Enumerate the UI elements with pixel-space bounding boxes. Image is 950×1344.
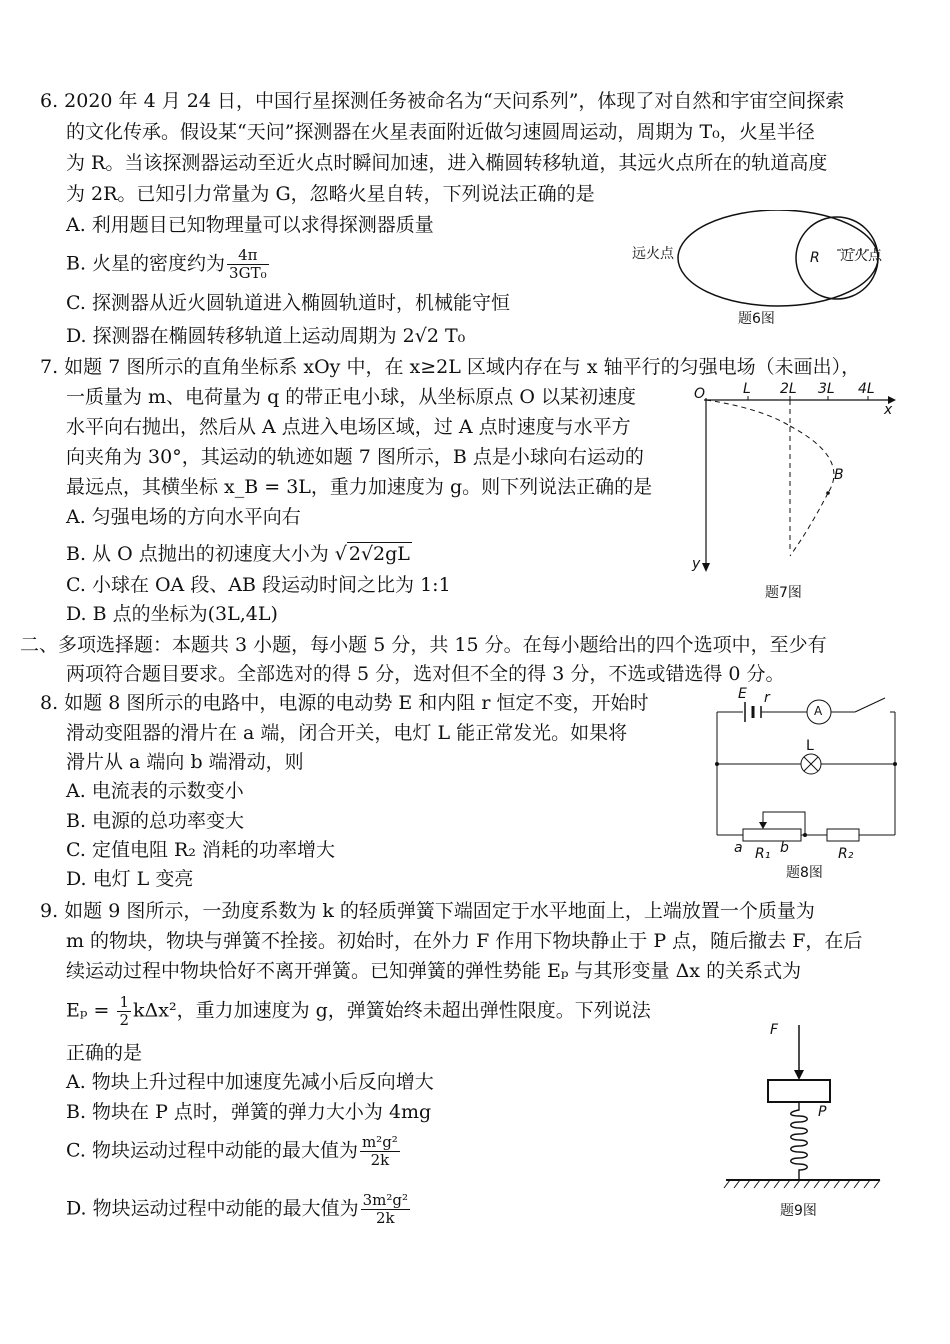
q9-option-c: [66, 1134, 402, 1169]
q8-internal-resistance-label: r: [764, 690, 770, 706]
q8-option-b: B. 电源的总功率变大: [66, 810, 245, 832]
q6-option-c: C. 探测器从近火圆轨道进入椭圆轨道时，机械能守恒: [66, 292, 510, 314]
q9-formula-fraction: [117, 994, 131, 1029]
q6-option-a: A. 利用题目已知物理量可以求得探测器质量: [66, 214, 434, 236]
q6-line-1: 6. 2020 年 4 月 24 日，中国行星探测任务被命名为“天问系列”，体现了对自然和宇宙空间探索: [40, 90, 845, 112]
force-arrow-head: [794, 1070, 804, 1080]
q8-figure: [705, 690, 910, 855]
q6-option-d: D. 探测器在椭圆转移轨道上运动周期为 2√2 T₀: [66, 325, 466, 347]
spring-coil: [791, 1102, 808, 1180]
q7-line-4: 向夹角为 30°，其运动的轨迹如题 7 图所示，B 点是小球向右运动的: [66, 446, 644, 468]
q9-option-c-numerator: m²g²: [361, 1133, 398, 1151]
q8-line-3: 滑片从 a 端向 b 端滑动，则: [66, 751, 304, 773]
q9-option-d-text: D. 物块运动过程中动能的最大值为: [66, 1197, 359, 1220]
q6-radius-label: R: [810, 250, 820, 266]
q8-b-label: b: [780, 840, 789, 856]
q7-figure: [690, 378, 900, 578]
q9-point-p-label: P: [818, 1104, 827, 1120]
junction-right: [893, 762, 897, 766]
q9-option-d-numerator: 3m²g²: [362, 1191, 409, 1209]
trajectory-b-down: [790, 493, 828, 556]
q9-formula-rest: kΔx²，重力加速度为 g，弹簧始终未超出弹性限度。下列说法: [133, 999, 651, 1022]
q7-caption: 题7图: [765, 585, 802, 601]
q7-option-b: [66, 541, 412, 567]
q7-y-axis-label: y: [692, 556, 701, 572]
q6-option-b-fraction: [227, 247, 269, 282]
q7-x-axis-label: x: [884, 402, 893, 418]
q7-line-3: 水平向右抛出，然后从 A 点进入电场区域，过 A 点时速度与水平方: [66, 416, 631, 438]
switch-blade: [855, 698, 885, 712]
q9-force-label: F: [770, 1022, 779, 1038]
q7-tick-label-3l: 3L: [818, 381, 835, 397]
q8-ammeter-label: A: [814, 704, 823, 718]
q7-origin-label: O: [694, 386, 706, 402]
q9-option-c-denominator: 2k: [370, 1151, 390, 1169]
trajectory-oa: [706, 400, 790, 426]
q8-option-a: A. 电流表的示数变小: [66, 780, 244, 802]
junction-b: [803, 833, 807, 837]
q6-option-b-numerator: 4π: [227, 247, 269, 265]
q9-figure: [718, 1020, 888, 1200]
point-b-dot: [826, 491, 830, 495]
slider-arrow: [759, 822, 767, 829]
q8-line-2: 滑动变阻器的滑片在 a 端，闭合开关，电灯 L 能正常发光。如果将: [66, 722, 628, 744]
q6-option-b: [66, 247, 271, 282]
q7-tick-label-l: L: [743, 381, 751, 397]
q9-line-2: m 的物块，物块与弹簧不拴接。初始时，在外力 F 作用下物块静止于 P 点，随后撤去 F，在后: [66, 930, 863, 952]
rheostat-r1: [743, 829, 801, 841]
q9-formula-denominator: 2: [119, 1011, 130, 1029]
q8-r1-label: R₁: [755, 846, 771, 862]
q8-lamp-label: L: [806, 738, 814, 754]
q9-line-4: [66, 994, 651, 1029]
q9-option-b: B. 物块在 P 点时，弹簧的弹力大小为 4mg: [66, 1101, 432, 1123]
q9-line-5: 正确的是: [66, 1042, 143, 1064]
q9-option-d: [66, 1192, 412, 1227]
q7-option-b-text: B. 从 O 点抛出的初速度大小为 √: [66, 543, 347, 565]
resistor-r2: [827, 829, 859, 841]
q6-far-point-label: 远火点: [632, 246, 674, 262]
q8-option-c: C. 定值电阻 R₂ 消耗的功率增大: [66, 839, 335, 861]
q7-tick-label-2l: 2L: [780, 381, 797, 397]
q9-option-a: A. 物块上升过程中加速度先减小后反向增大: [66, 1071, 434, 1093]
q9-line-3: 续运动过程中物块恰好不离开弹簧。已知弹簧的弹性势能 Eₚ 与其形变量 Δx 的关系式为: [66, 960, 802, 982]
q7-point-b-label: B: [834, 467, 844, 483]
q6-caption: 题6图: [738, 311, 775, 327]
q6-line-3: 为 R。当该探测器运动至近火点时瞬间加速，进入椭圆转移轨道，其远火点所在的轨道高度: [66, 152, 828, 174]
q8-emf-label: E: [738, 686, 747, 702]
q6-line-2: 的文化传承。假设某“天问”探测器在火星表面附近做匀速圆周运动，周期为 T₀，火星半径: [66, 121, 815, 143]
q8-line-1: 8. 如题 8 图所示的电路中，电源的电动势 E 和内阻 r 恒定不变，开始时: [40, 692, 649, 714]
q9-formula-lhs: Eₚ =: [66, 999, 116, 1022]
q7-tick-label-4l: 4L: [858, 381, 875, 397]
q8-caption: 题8图: [786, 865, 823, 881]
q6-near-point-label: 近火点: [840, 248, 882, 264]
q8-option-d: D. 电灯 L 变亮: [66, 868, 194, 890]
q7-option-c: C. 小球在 OA 段、AB 段运动时间之比为 1:1: [66, 574, 451, 596]
q9-option-c-text: C. 物块运动过程中动能的最大值为: [66, 1139, 358, 1162]
section-2-line-2: 两项符合题目要求。全部选对的得 5 分，选对但不全的得 3 分，不选或错选得 0 分。: [66, 663, 785, 685]
q7-line-1: 7. 如题 7 图所示的直角坐标系 xOy 中，在 x≥2L 区域内存在与 x 轴平行的匀强电场（未画出），: [40, 356, 861, 378]
q7-option-b-radicand: 2√2gL: [348, 543, 410, 565]
q9-option-d-denominator: 2k: [376, 1209, 395, 1227]
q7-option-a: A. 匀强电场的方向水平向右: [66, 506, 301, 528]
junction-left: [715, 762, 719, 766]
q9-option-d-fraction: [361, 1192, 410, 1227]
y-axis-arrow: [702, 563, 710, 572]
section-2-line-1: 二、多项选择题：本题共 3 小题，每小题 5 分，共 15 分。在每小题给出的四个选项中，至少有: [20, 634, 827, 656]
q6-option-b-text: B. 火星的密度约为: [66, 252, 226, 275]
q8-a-label: a: [734, 840, 743, 856]
q9-formula-numerator: 1: [119, 993, 130, 1011]
ground-hatch: [724, 1180, 880, 1188]
q6-line-4: 为 2R。已知引力常量为 G，忽略火星自转，下列说法正确的是: [66, 183, 595, 205]
q9-line-1: 9. 如题 9 图所示，一劲度系数为 k 的轻质弹簧下端固定于水平地面上，上端放置一个质量为: [40, 900, 815, 922]
trajectory-ab: [790, 426, 834, 493]
q6-option-b-denominator: 3GT₀: [229, 264, 267, 282]
q7-line-5: 最远点，其横坐标 x_B = 3L，重力加速度为 g。则下列说法正确的是: [66, 476, 653, 498]
q7-line-2: 一质量为 m、电荷量为 q 的带正电小球，从坐标原点 O 以某初速度: [66, 386, 636, 408]
q7-option-d: D. B 点的坐标为(3L,4L): [66, 603, 278, 625]
q9-option-c-fraction: [360, 1134, 400, 1169]
block: [768, 1080, 830, 1102]
q8-r2-label: R₂: [838, 846, 854, 862]
q9-caption: 题9图: [780, 1203, 817, 1219]
